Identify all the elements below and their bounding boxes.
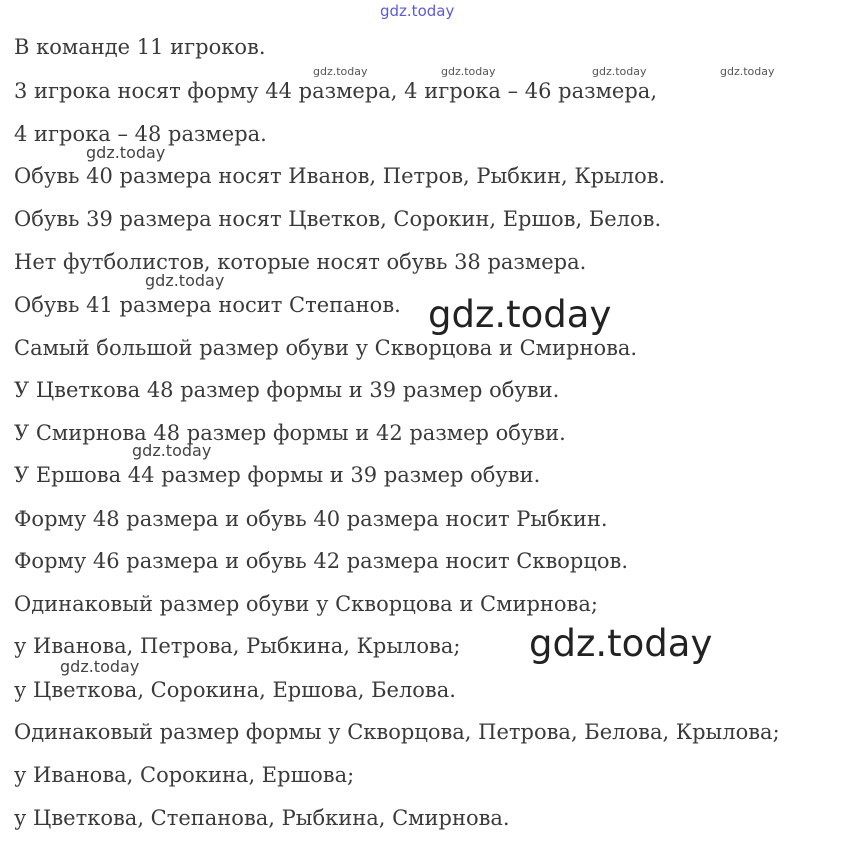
text-line-16: у Цветкова, Сорокина, Ершова, Белова. bbox=[14, 678, 456, 702]
watermark-tiny-1: gdz.today bbox=[313, 65, 368, 78]
watermark-tiny-2: gdz.today bbox=[441, 65, 496, 78]
text-line-2: 3 игрока носят форму 44 размера, 4 игрока – 46 размера, bbox=[14, 79, 657, 103]
text-line-5: Обувь 39 размера носят Цветков, Сорокин, Ершов, Белов. bbox=[14, 207, 662, 231]
text-line-7: Обувь 41 размера носит Степанов. bbox=[14, 293, 401, 317]
text-line-4: Обувь 40 размера носят Иванов, Петров, Рыбкин, Крылов. bbox=[14, 164, 666, 188]
text-line-10: У Смирнова 48 размер формы и 42 размер обуви. bbox=[14, 421, 566, 445]
text-line-13: Форму 46 размера и обувь 42 размера носит Скворцов. bbox=[14, 549, 628, 573]
text-line-6: Нет футболистов, которые носят обувь 38 размера. bbox=[14, 250, 587, 274]
watermark-large-2: gdz.today bbox=[529, 622, 713, 665]
watermark-tiny-4: gdz.today bbox=[720, 65, 775, 78]
watermark-tiny-3: gdz.today bbox=[592, 65, 647, 78]
text-line-15: у Иванова, Петрова, Рыбкина, Крылова; bbox=[14, 634, 461, 658]
text-line-19: у Цветкова, Степанова, Рыбкина, Смирнова. bbox=[14, 806, 510, 830]
text-line-3: 4 игрока – 48 размера. bbox=[14, 122, 267, 146]
text-line-11: У Ершова 44 размер формы и 39 размер обуви. bbox=[14, 463, 541, 487]
watermark-top: gdz.today bbox=[380, 2, 455, 20]
text-line-12: Форму 48 размера и обувь 40 размера носит Рыбкин. bbox=[14, 507, 608, 531]
text-line-14: Одинаковый размер обуви у Скворцова и Смирнова; bbox=[14, 592, 598, 616]
watermark-small-2: gdz.today bbox=[145, 271, 225, 290]
watermark-small-1: gdz.today bbox=[86, 143, 166, 162]
text-line-9: У Цветкова 48 размер формы и 39 размер обуви. bbox=[14, 378, 560, 402]
text-line-8: Самый большой размер обуви у Скворцова и Смирнова. bbox=[14, 336, 638, 360]
watermark-large-1: gdz.today bbox=[428, 293, 612, 336]
watermark-small-3: gdz.today bbox=[132, 441, 212, 460]
text-line-17: Одинаковый размер формы у Скворцова, Петрова, Белова, Крылова; bbox=[14, 720, 780, 744]
text-line-1: В команде 11 игроков. bbox=[14, 35, 266, 59]
watermark-small-4: gdz.today bbox=[60, 657, 140, 676]
text-line-18: у Иванова, Сорокина, Ершова; bbox=[14, 763, 355, 787]
